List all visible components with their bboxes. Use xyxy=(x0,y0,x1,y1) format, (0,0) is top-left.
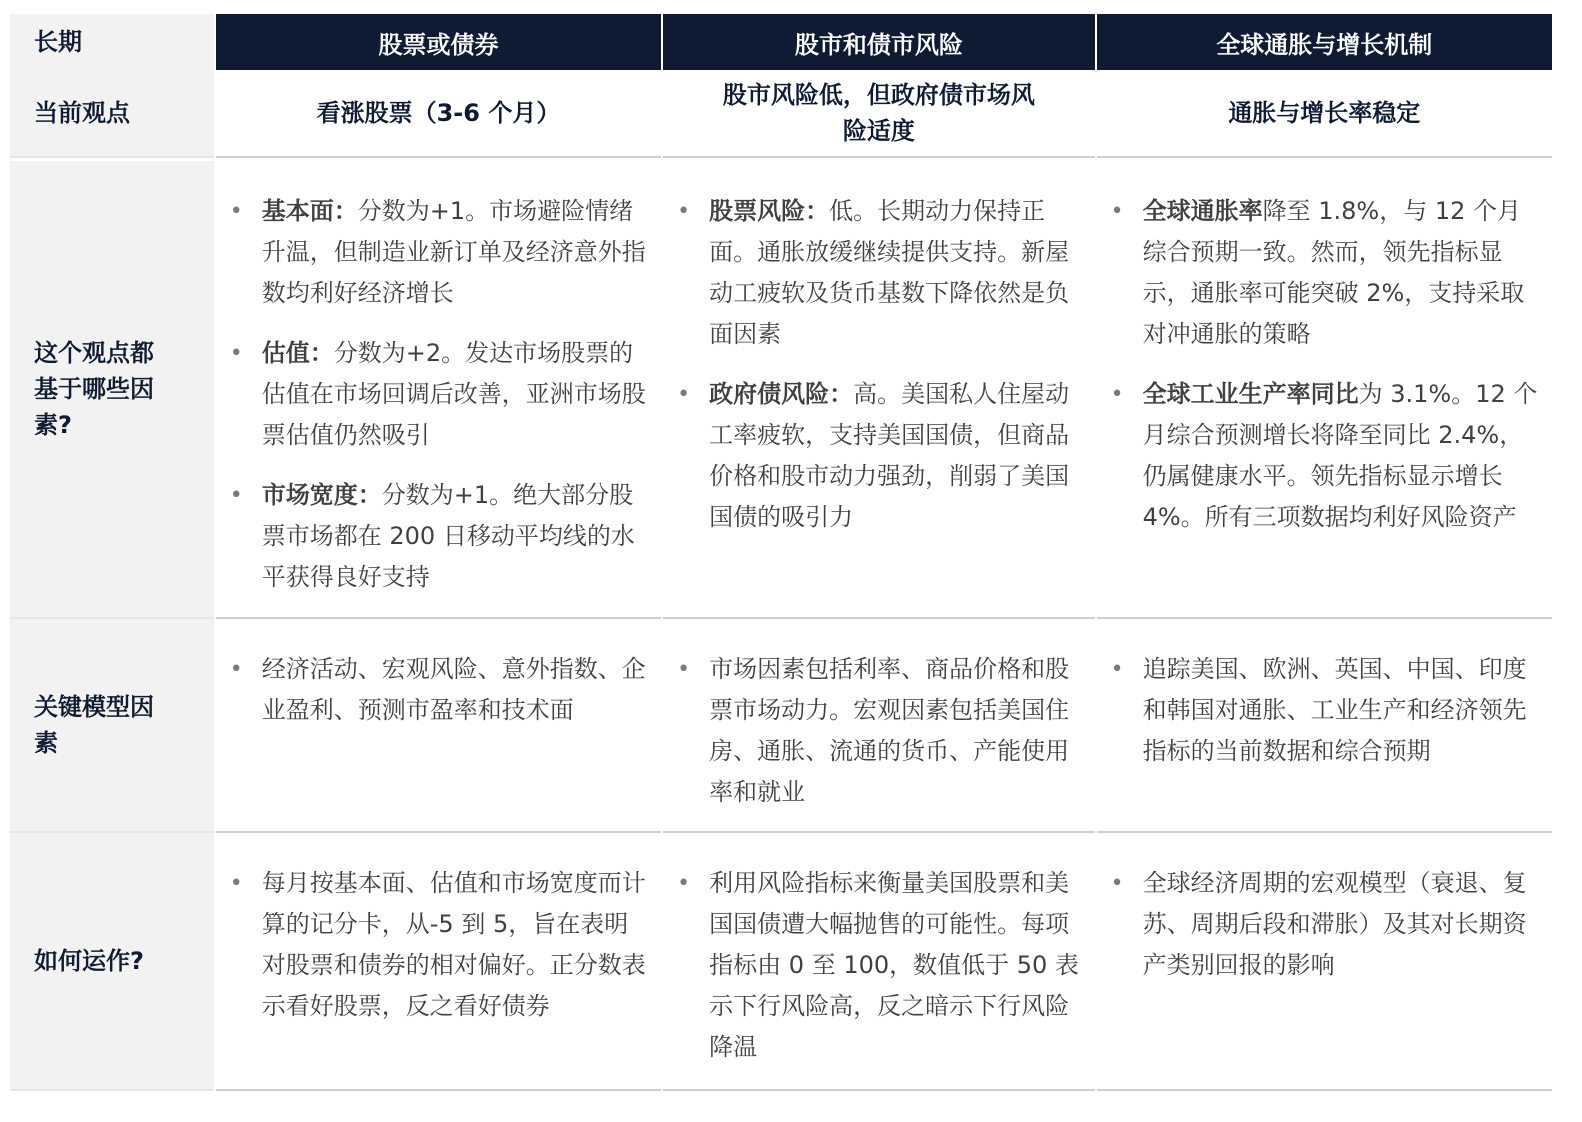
factors-col2 xyxy=(663,161,1094,619)
header-label: 长期 xyxy=(10,14,214,70)
list-item: • 基本面：分数为+1。市场避险情绪升温，但制造业新订单及经济意外指数均利好经济增长 xyxy=(216,191,661,314)
model-factors-row xyxy=(10,619,1552,833)
list-item: • 利用风险指标来衡量美国股票和美国国债遭大幅抛售的可能性。每项指标由 0 至 100，数值低于 50 表示下行风险高，反之暗示下行风险降温 xyxy=(663,863,1094,1068)
current-view-col2: 股市风险低，但政府债市场风险适度 xyxy=(663,70,1094,158)
list-item: • 追踪美国、欧洲、英国、中国、印度和韩国对通胀、工业生产和经济领先指标的当前数据和综合预期 xyxy=(1097,649,1552,772)
comparison-table xyxy=(10,14,1552,1091)
current-view-row xyxy=(10,70,1552,158)
list-item: • 政府债风险：高。美国私人住屋动工率疲软，支持美国国债，但商品价格和股市动力强劲，削弱了美国国债的吸引力 xyxy=(663,374,1094,538)
factors-col3 xyxy=(1097,161,1552,619)
header-row xyxy=(10,14,1552,70)
header-col-market-risk: 股市和债市风险 xyxy=(663,14,1094,70)
current-view-col1: 看涨股票（3-6 个月） xyxy=(216,70,661,158)
list-item: • 全球工业生产率同比为 3.1%。12 个月综合预测增长将降至同比 2.4%，仍属健康水平。领先指标显示增长 4%。所有三项数据均利好风险资产 xyxy=(1097,374,1552,538)
how-it-works-col3 xyxy=(1097,833,1552,1091)
current-view-col3: 通胀与增长率稳定 xyxy=(1097,70,1552,158)
model-factors-label: 关键模型因素 xyxy=(10,619,214,833)
how-it-works-row xyxy=(10,833,1552,1091)
current-view-label: 当前观点 xyxy=(10,70,214,158)
header-col-global-regime: 全球通胀与增长机制 xyxy=(1097,14,1552,70)
list-item: • 全球经济周期的宏观模型（衰退、复苏、周期后段和滞胀）及其对长期资产类别回报的影响 xyxy=(1097,863,1552,986)
factors-row xyxy=(10,161,1552,619)
list-item: • 市场因素包括利率、商品价格和股票市场动力。宏观因素包括美国住房、通胀、流通的货币、产能使用率和就业 xyxy=(663,649,1094,813)
list-item: • 市场宽度：分数为+1。绝大部分股票市场都在 200 日移动平均线的水平获得良好支持 xyxy=(216,475,661,598)
factors-col1 xyxy=(216,161,661,619)
model-factors-col1 xyxy=(216,619,661,833)
model-factors-col2 xyxy=(663,619,1094,833)
list-item: • 每月按基本面、估值和市场宽度而计算的记分卡，从-5 到 5，旨在表明对股票和债券的相对偏好。正分数表示看好股票，反之看好债券 xyxy=(216,863,661,1027)
list-item: • 估值：分数为+2。发达市场股票的估值在市场回调后改善，亚洲市场股票估值仍然吸引 xyxy=(216,333,661,456)
how-it-works-col1 xyxy=(216,833,661,1091)
header-col-stocks-bonds: 股票或债券 xyxy=(216,14,661,70)
model-factors-col3 xyxy=(1097,619,1552,833)
list-item: • 全球通胀率降至 1.8%，与 12 个月综合预期一致。然而，领先指标显示，通胀率可能突破 2%，支持采取对冲通胀的策略 xyxy=(1097,191,1552,355)
list-item: • 经济活动、宏观风险、意外指数、企业盈利、预测市盈率和技术面 xyxy=(216,649,661,731)
how-it-works-col2 xyxy=(663,833,1094,1091)
how-it-works-label: 如何运作? xyxy=(10,833,214,1091)
list-item: • 股票风险：低。长期动力保持正面。通胀放缓继续提供支持。新屋动工疲软及货币基数下降依然是负面因素 xyxy=(663,191,1094,355)
factors-label: 这个观点都基于哪些因素? xyxy=(10,161,214,619)
